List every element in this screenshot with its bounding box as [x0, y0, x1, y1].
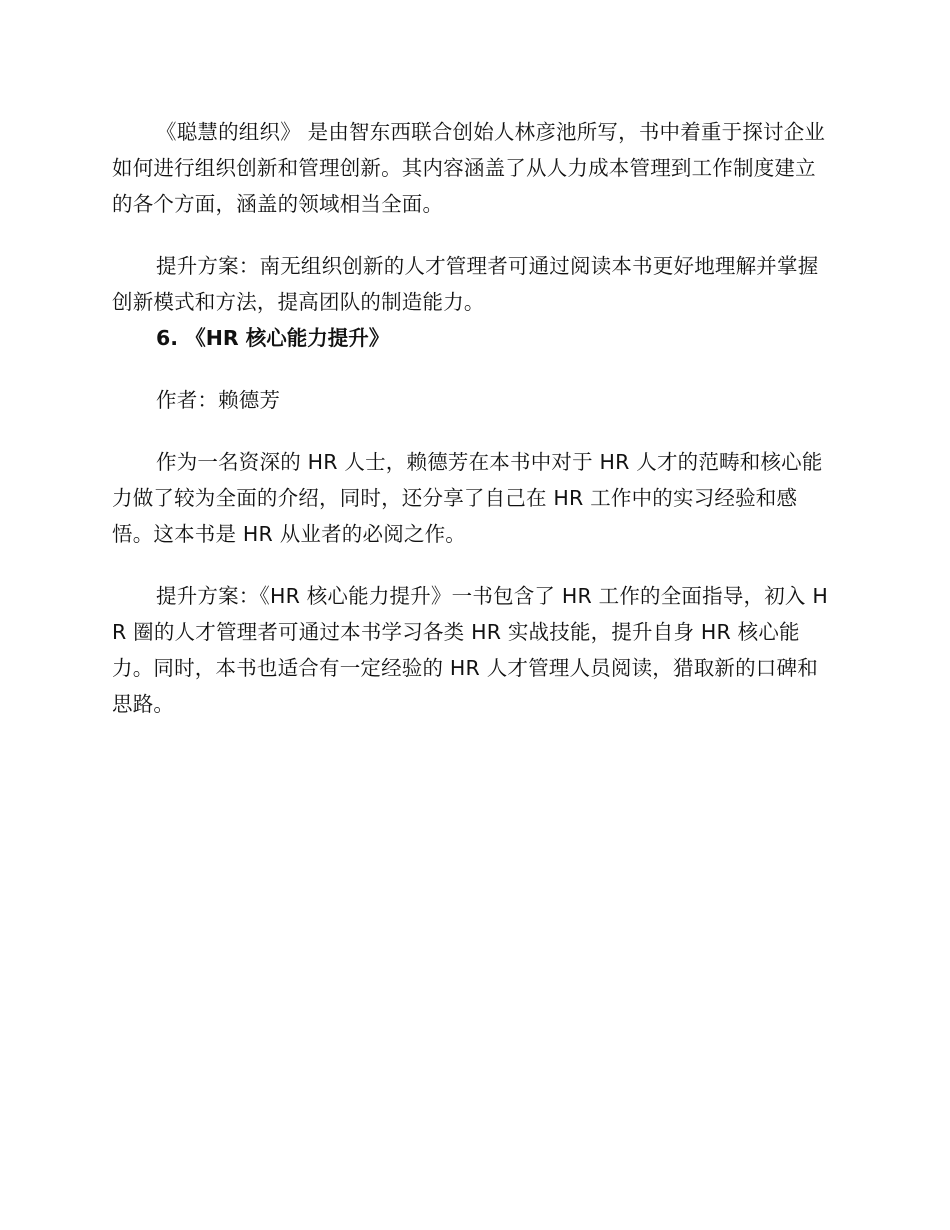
intro-plan-paragraph: 提升方案：南无组织创新的人才管理者可通过阅读本书更好地理解并掌握创新模式和方法，提高团队的制造能力。 — [112, 254, 819, 314]
document-page — [112, 114, 834, 722]
description-paragraph: 作为一名资深的 HR 人士，赖德芳在本书中对于 HR 人才的范畴和核心能力做了较为全面的介绍，同时，还分享了自己在 HR 工作中的实习经验和感悟。这本书是 HR 从业者的必阅之作。 — [112, 450, 823, 546]
author-line: 作者：赖德芳 — [156, 388, 281, 412]
section-heading: 6. 《HR 核心能力提升》 — [156, 326, 390, 350]
intro-paragraph: 《聪慧的组织》 是由智东西联合创始人林彦池所写，书中着重于探讨企业如何进行组织创新和管理创新。其内容涵盖了从人力成本管理到工作制度建立的各个方面，涵盖的领域相当全面。 — [112, 120, 826, 216]
plan-paragraph: 提升方案：《HR 核心能力提升》一书包含了 HR 工作的全面指导，初入 HR 圈的人才管理者可通过本书学习各类 HR 实战技能，提升自身 HR 核心能力。同时，本书也适合有一定经验的 HR 人才管理人员阅读，猎取新的口碑和思路。 — [112, 584, 828, 716]
